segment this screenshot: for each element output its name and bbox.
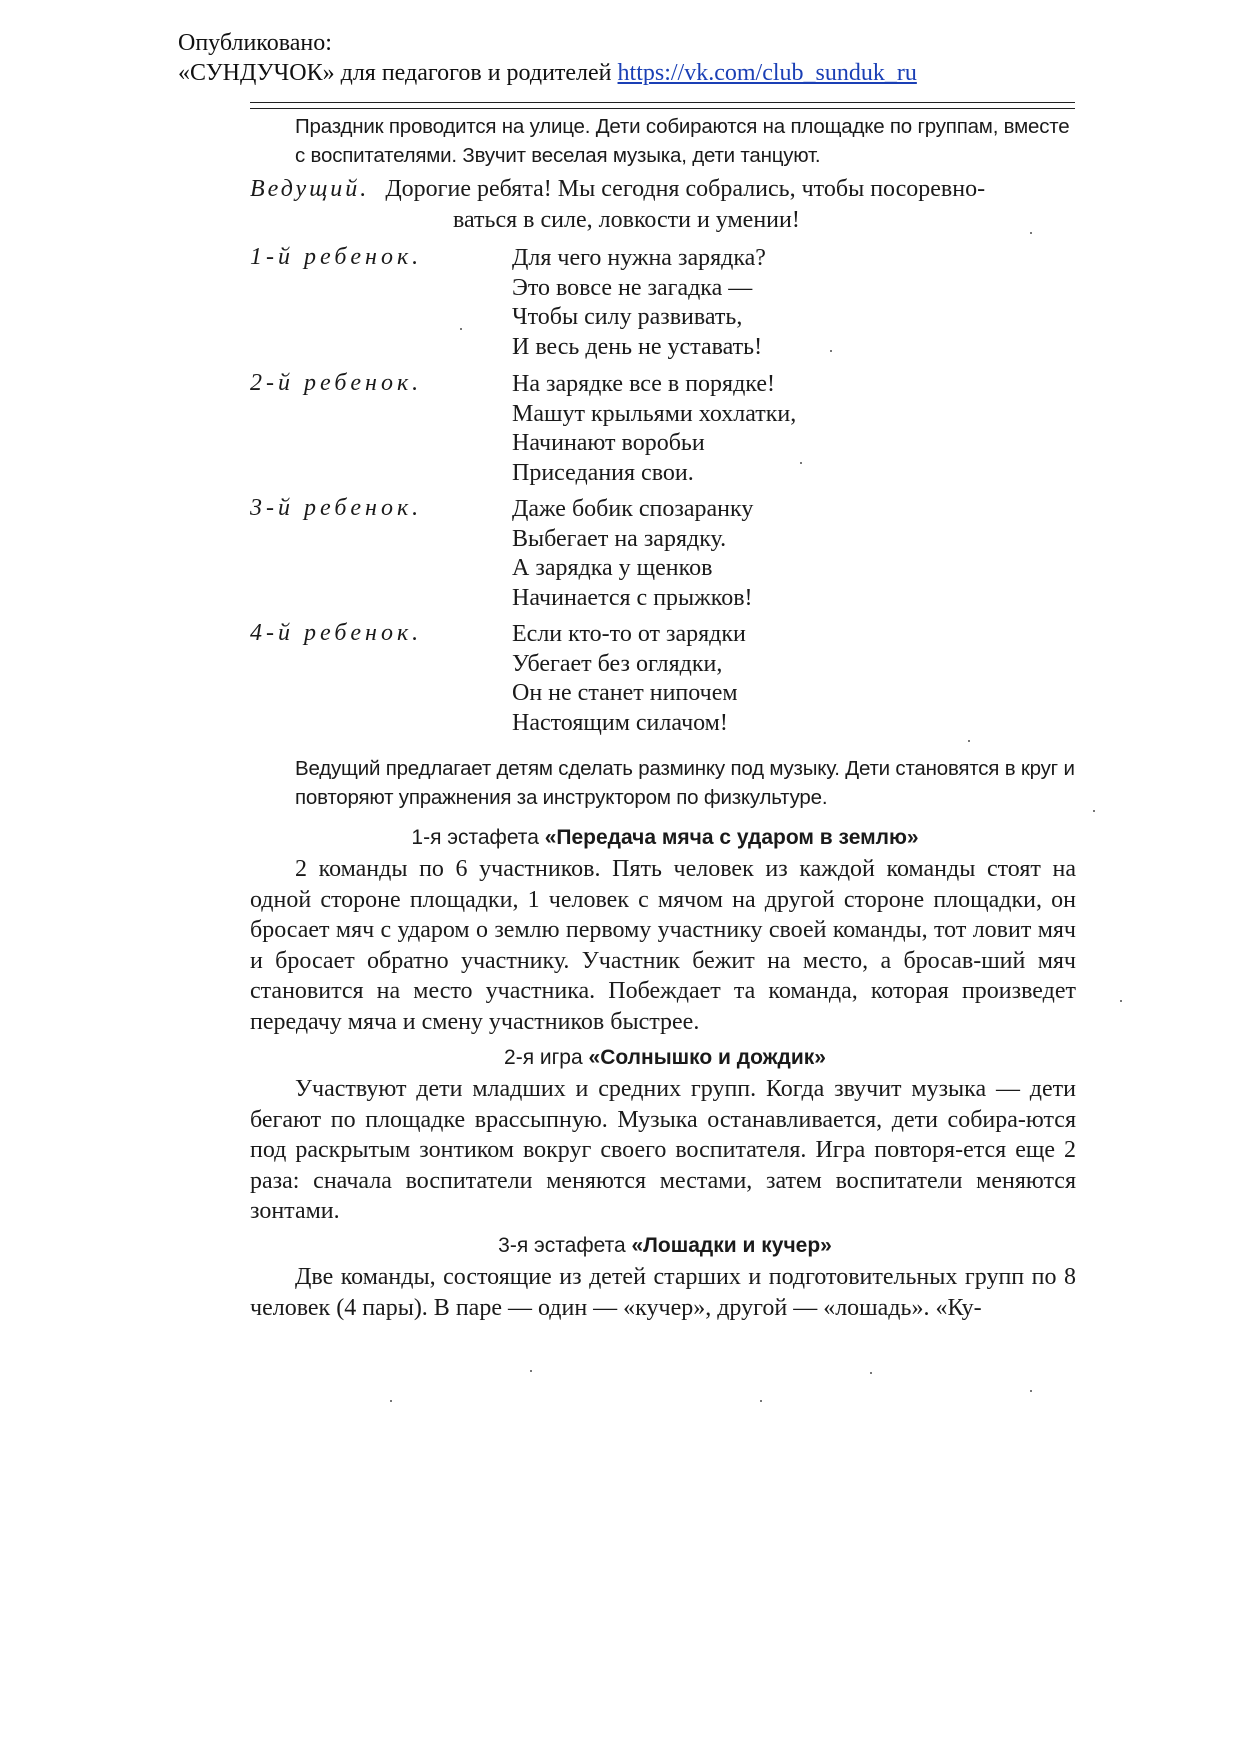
verse-line: Это вовсе не загадка — <box>512 274 753 301</box>
top-rule-thin <box>250 108 1075 109</box>
host-speech <box>250 174 1080 236</box>
host-line-2: ваться в силе, ловкости и умении! <box>453 207 800 233</box>
verse-lines <box>512 620 746 738</box>
scan-speck <box>1120 1000 1122 1002</box>
top-rule <box>250 102 1075 103</box>
verse-line: Машут крыльями хохлатки, <box>512 400 797 427</box>
game-1-title: «Передача мяча с ударом в землю» <box>544 826 919 849</box>
verse-line: Он не станет нипочем <box>512 680 738 706</box>
scan-speck <box>1030 232 1032 234</box>
verse-lines <box>512 495 753 613</box>
header-source-name: «СУНДУЧОК» для педагогов и родителей <box>178 60 612 86</box>
verse-line: Начинается с прыжков! <box>512 584 753 611</box>
verse-line: И весь день не уставать! <box>512 333 763 360</box>
verse-line: Убегает без оглядки, <box>512 650 723 677</box>
publication-header <box>178 28 917 88</box>
intro-paragraph: Праздник проводится на улице. Дети собираются на площадке по группам, вместе с воспитателями. Звучит веселая музыка, дети танцуют. <box>295 115 1070 167</box>
source-link[interactable]: https://vk.com/club_sunduk_ru <box>617 60 917 86</box>
verse-speaker: 1-й ребенок. <box>250 244 423 270</box>
host-speaker: Ведущий. <box>250 176 370 202</box>
game-1-prefix: 1-я эстафета <box>411 826 539 849</box>
scan-speck <box>1030 1390 1032 1392</box>
game-1-heading <box>250 826 1080 850</box>
game-2-description: Участвуют дети младших и средних групп. Когда звучит музыка — дети бегают по площадке врассыпную. Музыка останавливается, дети собира-ются под раскрытым зонтиком вокруг своего воспитателя. Игра повторя-ется еще 2 раза: сначала воспитатели меняются местами, затем воспитатели меняются зонтами. <box>250 1076 1076 1224</box>
game-2-title: «Солнышко и дождик» <box>588 1046 826 1069</box>
header-published-label: Опубликовано: <box>178 30 332 56</box>
scan-speck <box>870 1372 872 1374</box>
scan-speck <box>760 1400 762 1402</box>
warmup-paragraph: Ведущий предлагает детям сделать разминку под музыку. Дети становятся в круг и повторяют упражнения за инструктором по физкультуре. <box>295 757 1075 809</box>
header-source-line <box>178 58 917 88</box>
verse-line: Начинают воробьи <box>512 430 705 456</box>
verse-line: Если кто-то от зарядки <box>512 621 746 647</box>
verse-speaker: 4-й ребенок. <box>250 620 423 646</box>
scan-speck <box>460 328 462 330</box>
game-2-heading <box>250 1046 1080 1070</box>
scan-speck <box>800 462 802 464</box>
host-line-1: Дорогие ребята! Мы сегодня собрались, чтобы посоревно- <box>385 176 986 202</box>
verse-line: А зарядка у щенков <box>512 555 713 581</box>
verse-line: Выбегает на зарядку. <box>512 525 727 552</box>
scan-speck <box>530 1370 532 1372</box>
game-3-description: Две команды, состоящие из детей старших и подготовительных групп по 8 человек (4 пары). В паре — один — «кучер», другой — «лошадь». «Ку- <box>250 1264 1076 1321</box>
verse-line: Чтобы силу развивать, <box>512 304 743 330</box>
game-1-description: 2 команды по 6 участников. Пять человек из каждой команды стоят на одной стороне площадки, 1 человек с мячом на другой стороне площадки, он бросает мяч с ударом о землю первому участнику своей команды, тот ловит мяч и бросает обратно участнику. Участник бежит на место, а бросав-ший мяч становится на место участника. Побеждает та команда, которая произведет передачу мяча и смену участников быстрее. <box>250 856 1076 1035</box>
verse-line: На зарядке все в порядке! <box>512 371 776 397</box>
verse-lines <box>512 370 796 488</box>
game-2-prefix: 2-я игра <box>504 1046 583 1069</box>
verse-speaker: 2-й ребенок. <box>250 370 423 396</box>
game-3-title: «Лошадки и кучер» <box>631 1234 832 1257</box>
scan-speck <box>968 740 970 742</box>
verse-lines <box>512 244 766 362</box>
scan-speck <box>830 350 832 352</box>
game-3-heading <box>250 1234 1080 1258</box>
verse-line: Приседания свои. <box>512 459 694 486</box>
verse-speaker: 3-й ребенок. <box>250 495 423 521</box>
verse-line: Даже бобик спозаранку <box>512 496 754 522</box>
verse-line: Настоящим силачом! <box>512 709 728 736</box>
game-3-prefix: 3-я эстафета <box>498 1234 626 1257</box>
scan-speck <box>390 1400 392 1402</box>
scan-speck <box>1093 810 1095 812</box>
verse-line: Для чего нужна зарядка? <box>512 245 766 271</box>
